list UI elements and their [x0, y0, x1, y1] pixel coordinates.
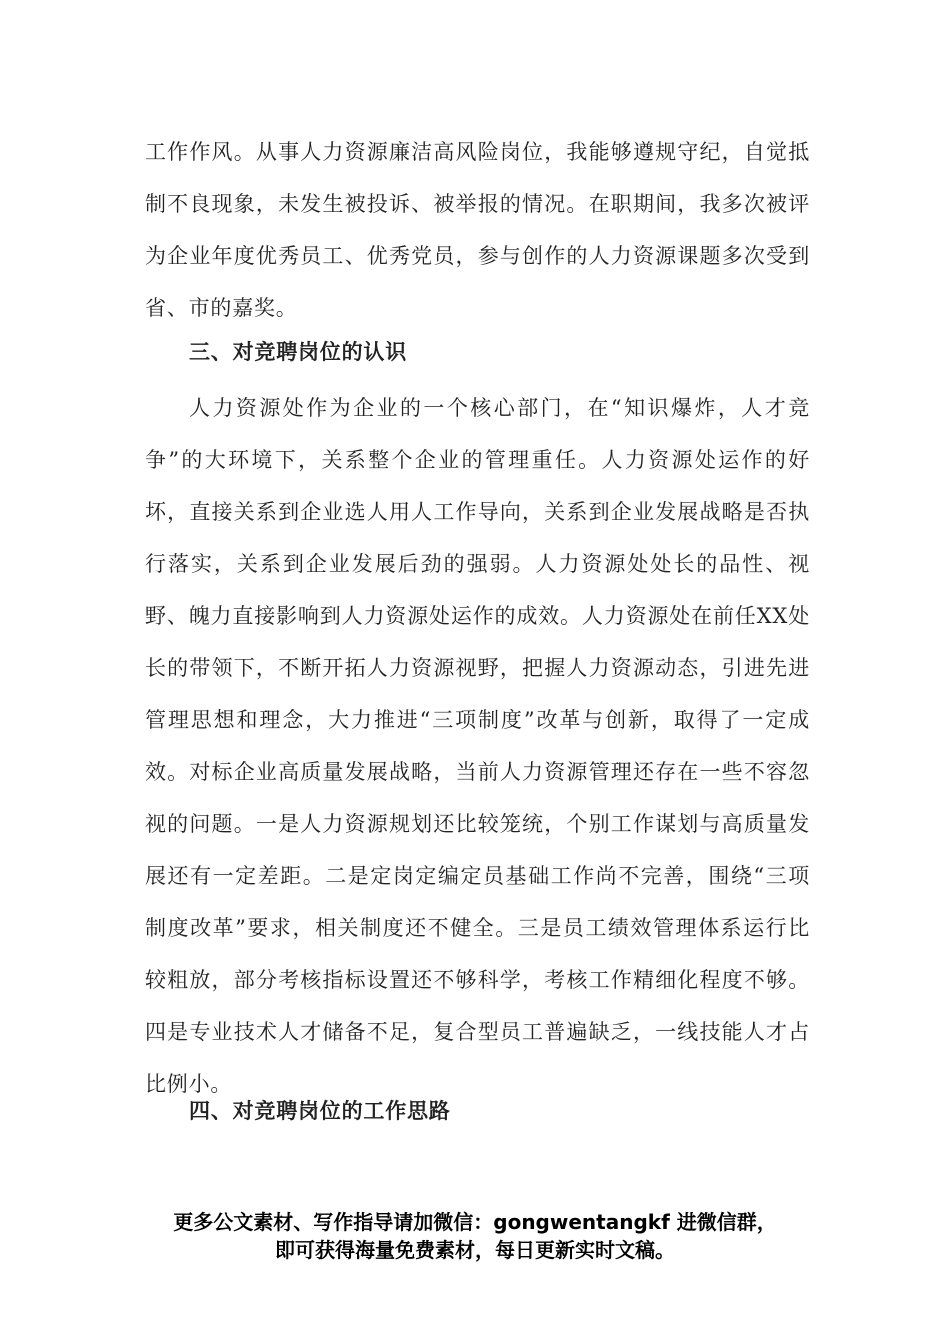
section-3-heading: 三、对竞聘岗位的认识 — [189, 339, 407, 364]
continuation-paragraph: 工作作风。从事人力资源廉洁高风险岗位，我能够遵规守纪，自觉抵制不良现象，未发生被投诉、被举报的情况。在职期间，我多次被评为企业年度优秀员工、优秀党员，参与创作的人力资源课题多次受到省、市的嘉奖。 — [145, 140, 810, 320]
promo-footer-line-2: 即可获得海量免费素材，每日更新实时文稿。 — [275, 1238, 675, 1262]
promo-footer-line-1: 更多公文素材、写作指导请加微信：gongwentangkf 进微信群， — [173, 1210, 777, 1234]
section-4-heading: 四、对竞聘岗位的工作思路 — [189, 1098, 451, 1123]
section-3-paragraph: 人力资源处作为企业的一个核心部门，在“知识爆炸，人才竞争”的大环境下，关系整个企业的管理重任。人力资源处运作的好坏，直接关系到企业选人用人工作导向，关系到企业发展战略是否执行落实，关系到企业发展后劲的强弱。人力资源处处长的品性、视野、魄力直接影响到人力资源处运作的成效。人力资源处在前任XX处长的带领下，不断开拓人力资源视野，把握人力资源动态，引进先进管理思想和理念，大力推进“三项制度”改革与创新，取得了一定成效。对标企业高质量发展战略，当前人力资源管理还存在一些不容忽视的问题。一是人力资源规划还比较笼统，个别工作谋划与高质量发展还有一定差距。二是定岗定编定员基础工作尚不完善，围绕“三项制度改革”要求，相关制度还不健全。三是员工绩效管理体系运行比较粗放，部分考核指标设置还不够科学，考核工作精细化程度不够。四是专业技术人才储备不足，复合型员工普遍缺乏，一线技能人才占比例小。 — [145, 396, 810, 1096]
promo-footer — [0, 1208, 950, 1264]
